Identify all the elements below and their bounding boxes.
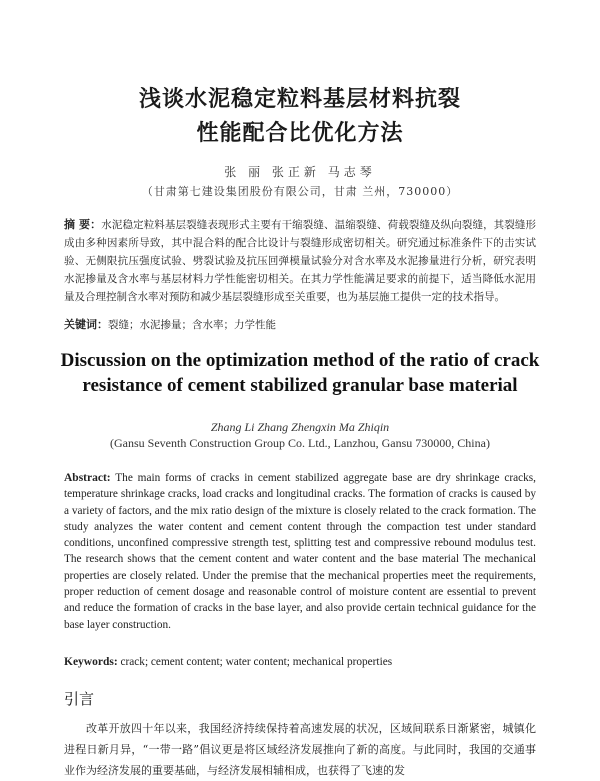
- english-affiliation: (Gansu Seventh Construction Group Co. Ltd., Lanzhou, Gansu 730000, China): [110, 436, 490, 450]
- chinese-authors: 张 丽 张正新 马志琴: [224, 165, 376, 179]
- chinese-keywords: [64, 316, 276, 332]
- chinese-title-line-2: 性能配合比优化方法: [196, 121, 404, 146]
- chinese-keywords-text: 裂缝；水泥掺量；含水率；力学性能: [108, 319, 276, 331]
- chinese-abstract-text: 水泥稳定粒料基层裂缝表现形式主要有干缩裂缝、温缩裂缝、荷载裂缝及纵向裂缝，其裂缝形成由多种因素所导致，其中混合料的配合比设计与裂缝形成密切相关。研究通过标准条件下的击实试验、无侧限抗压强度试验、劈裂试验及抗压回弹模量试验分对含水率及水泥掺量进行分析，研究表明水泥掺量及含水率与基层材料力学性能密切相关。在其力学性能满足要求的前提下，适当降低水泥用量及合理控制含水率对预防和减少基层裂缝形成至关重要，也为基层施工提供一定的技术指导。: [64, 219, 536, 303]
- english-keywords-text: crack; cement content; water content; mechanical properties: [120, 656, 393, 668]
- chinese-abstract: [64, 216, 536, 306]
- chinese-title-line-1: 浅谈水泥稳定粒料基层材料抗裂: [138, 87, 461, 112]
- english-authors: Zhang Li Zhang Zhengxin Ma Zhiqin: [210, 420, 390, 434]
- section-heading-introduction: 引言: [64, 690, 95, 708]
- chinese-abstract-label: 摘 要：: [64, 218, 102, 231]
- english-keywords: [64, 656, 392, 668]
- english-abstract-label: Abstract:: [64, 472, 111, 484]
- english-abstract-text: The main forms of cracks in cement stabilized aggregate base are dry shrinkage cracks, temperature shrinkage cracks, load cracks and longitudinal cracks. The formation of cracks is caused by a variety of factors, and the mix ratio design of the mixture is closely related to the crack formation. The study analyzes the water content and cement content through the compaction test under standard conditions, unconfined compressive strength test, splitting test and compressive rebound modulus test. The research shows that the cement content and water content and the base material The mechanical properties are closely related. Under the premise that the mechanical properties meet the requirements, proper reduction of cement dosage and reasonable control of moisture content are essential to prevent and reduce the formation of cracks in the base layer, and also provide certain technical guidance for the base layer construction.: [64, 472, 537, 631]
- chinese-affiliation: （甘肃第七建设集团股份有限公司，甘肃 兰州，730000）: [141, 185, 459, 198]
- english-abstract: [64, 470, 536, 633]
- english-keywords-label: Keywords:: [64, 656, 118, 668]
- english-title-line-1: Discussion on the optimization method of the ratio of crack: [60, 350, 540, 371]
- english-title-line-2: resistance of cement stabilized granular base material: [82, 375, 518, 396]
- body-paragraph: 改革开放四十年以来，我国经济持续保持着高速发展的状况，区域间联系日渐紧密，城镇化进程日新月异，“一带一路”倡议更是将区域经济发展推向了新的高度。与此同时，我国的交通事业作为经济发展的重要基础，与经济发展相辅相成，也获得了飞速的发: [64, 722, 536, 777]
- chinese-keywords-label: 关键词：: [64, 318, 108, 331]
